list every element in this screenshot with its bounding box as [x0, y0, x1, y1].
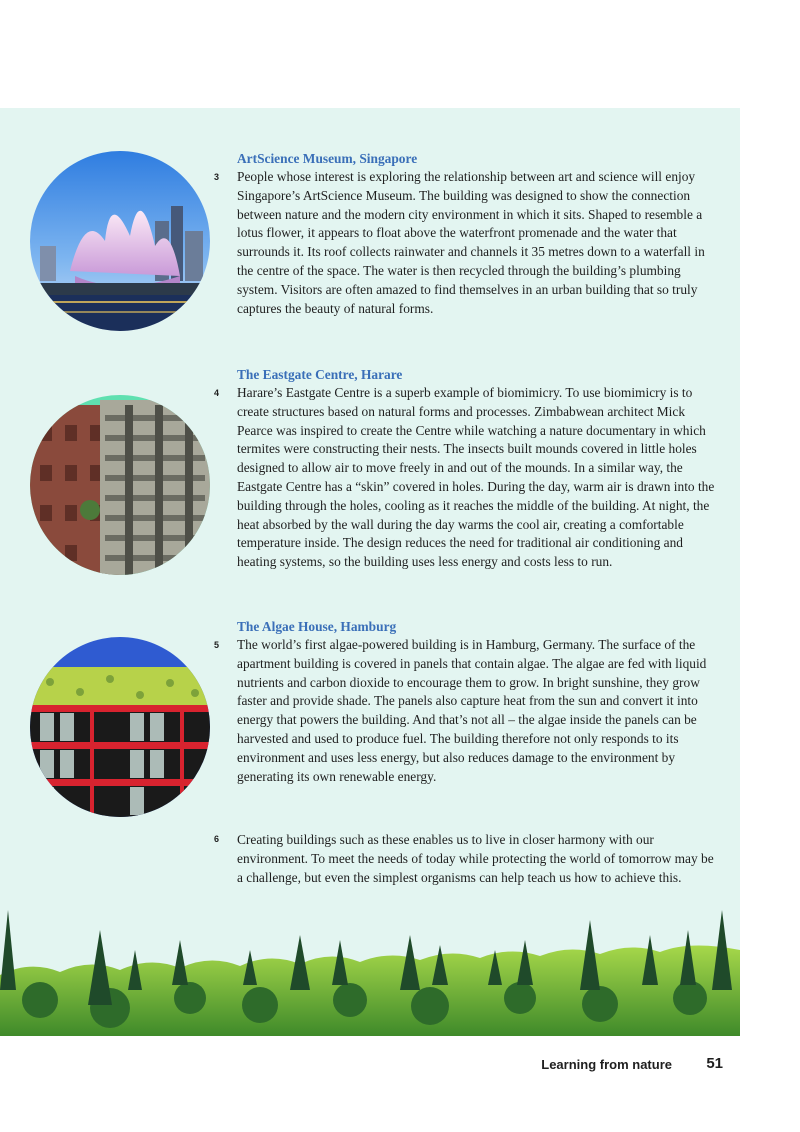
section-text: Harare’s Eastgate Centre is a superb example of biomimicry. To use biomimicry is to create structures based on natural forms and processes. Zimbabwean architect Mick Pearce was inspired to create the Centre while watching a nature documentary in which termites were constructing their nests. The insects built mounds covered in little holes designed to allow air to move freely in and out of the mounds. In a similar way, the Eastgate Centre has a “skin” covered in holes. During the day, warm air is drawn into the building through the holes, cooling as it reaches the middle of the building. At night, the heat absorbed by the wall during the day warms the cool air, creating a comfortable temperature inside. The design reduces the need for traditional air conditioning and heating systems, so the building uses less energy and costs less to run. [237, 385, 715, 570]
footer-title: Learning from nature [541, 1057, 672, 1072]
section-heading: The Eastgate Centre, Harare [237, 367, 403, 382]
artscience-museum-photo [30, 151, 210, 331]
paragraph-number: 5 [214, 640, 220, 650]
section-artscience [237, 150, 717, 318]
section-text: Creating buildings such as these enables us to live in closer harmony with our environment. To meet the needs of today while protecting the world of tomorrow may be a challenge, but even the simplest organisms can help teach us how to achieve this. [237, 832, 714, 885]
section-conclusion [237, 831, 717, 887]
forest-illustration [0, 880, 740, 1036]
paragraph-number: 3 [214, 172, 220, 182]
section-heading: The Algae House, Hamburg [237, 619, 397, 634]
eastgate-centre-photo [30, 395, 210, 575]
section-algae-house [237, 618, 717, 786]
section-text: People whose interest is exploring the relationship between art and science will enjoy Singapore’s ArtScience Museum. The building was designed to show the connection between nature and the modern city environment in which it sits. Shaped to resemble a lotus flower, it appears to float above the waterfront promenade and the water that surrounds it. Its roof collects rainwater and channels it 35 metres down to a waterfall in the centre of the space. The water is then recycled through the building’s plumbing system. Visitors are often amazed to find themselves in an urban building that so truly captures the beauty of natural forms. [237, 169, 705, 316]
algae-house-photo [30, 637, 210, 817]
section-heading: ArtScience Museum, Singapore [237, 151, 418, 166]
paragraph-number: 6 [214, 834, 220, 844]
section-text: The world’s first algae-powered building is in Hamburg, Germany. The surface of the apartment building is covered in panels that contain algae. The algae are fed with liquid nutrients and carbon dioxide to encourage them to grow. In bright sunshine, they grow faster and provide shade. The panels also capture heat from the sun and convert it into energy that powers the building. And that’s not all – the algae inside the panels can be harvested and used to produce fuel. The building therefore not only responds to its environment and uses less energy, but also reduces damage to the environment by generating its own renewable energy. [237, 637, 707, 784]
section-eastgate [237, 366, 717, 572]
paragraph-number: 4 [214, 388, 220, 398]
page-number: 51 [706, 1055, 723, 1072]
